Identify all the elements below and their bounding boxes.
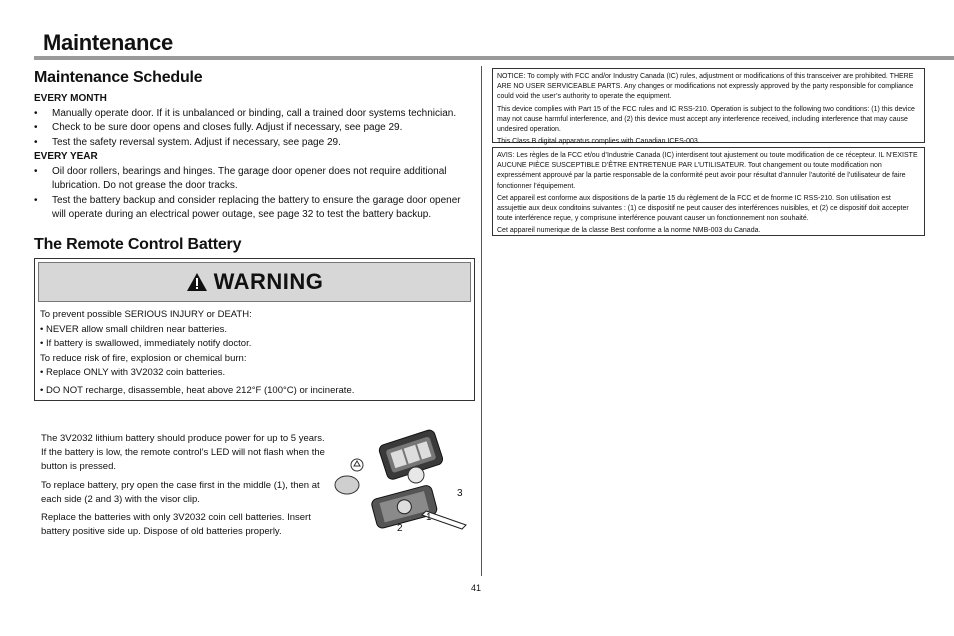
fcc-notice-box — [492, 68, 925, 146]
callout-1: 1 — [426, 512, 432, 523]
avis-paragraph: Cet appareil numerique de la classe Best conforme a la norme NMB-003 du Canada. — [497, 227, 761, 235]
avis-paragraph: Cet appareil est conforme aux dispositions de la partie 15 du règlement de la FCC et de fnorme IC RSS-210. Son utilisation est assujettie aux deux conditoins suivantes : (1) ce dispositif ne peut causer des interférences nuisibles, et (2) ce dispositif doit accepter toute interférence reçue, y comprisune interférence pouvant causer un fonctionnement non souhaité. — [497, 194, 909, 223]
battery-instructions — [41, 432, 326, 543]
warning-line: To reduce risk of fire, explosion or chemical burn: — [40, 352, 247, 364]
warning-line: • If battery is swallowed, immediately notify doctor. — [40, 338, 252, 350]
battery-paragraph: Replace the batteries with only 3V2032 coin cell batteries. Insert battery positive side up. Dispose of old batteries properly. — [41, 512, 311, 538]
maintenance-schedule — [34, 92, 479, 223]
remote-battery-heading: The Remote Control Battery — [34, 236, 242, 253]
warning-line: • NEVER allow small children near batteries. — [40, 323, 228, 335]
warning-title: WARNING — [213, 269, 324, 294]
fcc-paragraph: NOTICE: To comply with FCC and/or Industry Canada (IC) rules, adjustment or modifications of this transceiver are prohibited. THERE ARE NO USER SERVICEABLE PARTS. Any changes or modifications not expressly approved by the party responsible for compliance could void the user’s authority to operate the equipment. — [497, 73, 914, 101]
callout-2: 2 — [397, 523, 403, 534]
every-month-label: EVERY MONTH — [34, 93, 107, 104]
callout-3: 3 — [457, 488, 463, 499]
avis-notice-box — [492, 147, 925, 236]
warning-line: To prevent possible SERIOUS INJURY or DEATH: — [40, 309, 252, 320]
warning-text — [40, 308, 354, 399]
list-item: • Test the battery backup and consider replacing the battery to ensure the garage door opener will operate during an electrical power outage, see page 32 to test the battery backup. — [34, 194, 472, 223]
every-year-label: EVERY YEAR — [34, 151, 98, 162]
list-item: • Test the safety reversal system. Adjust if necessary, see page 29. — [34, 136, 479, 151]
warning-box — [34, 258, 475, 401]
title-rule — [34, 56, 954, 60]
warning-triangle-icon — [186, 272, 208, 292]
warning-line: • Replace ONLY with 3V2032 coin batteries. — [40, 367, 226, 379]
list-item: • Check to be sure door opens and closes fully. Adjust if necessary, see page 29. — [34, 121, 479, 136]
warning-line: • DO NOT recharge, disassemble, heat above 212°F (100°C) or incinerate. — [40, 384, 355, 396]
fcc-paragraph: This Class B digital apparatus complies with Canadian ICES-003. — [497, 138, 700, 146]
list-item: • Oil door rollers, bearings and hinges. The garage door opener does not require additional lubrication. Do not grease the door tracks. — [34, 165, 472, 194]
list-item: • Manually operate door. If it is unbalanced or binding, call a trained door systems technician. — [34, 107, 479, 122]
maintenance-schedule-heading: Maintenance Schedule — [34, 69, 203, 86]
page-title: Maintenance — [43, 30, 173, 55]
page-number: 41 — [471, 583, 482, 593]
warning-header — [38, 262, 471, 302]
avis-paragraph: AVIS: Les règles de la FCC et/ou d’Industrie Canada (IC) interdisent tout ajustement ou toute modification de ce récepteur. IL N’EXISTE AUCUNE PIÈCE SUSCEPTIBLE D’ÊTRE ENTRETENUE PAR L’UTILISATEUR. Tout changement ou toute modification non expressément approuvé par la partie responsable de la conformité peut avoir pour résultat d’annuler l’autorité de l’utilisateur de faire fonctionner l’équipement. — [497, 152, 918, 190]
fcc-paragraph: This device complies with Part 15 of the FCC rules and IC RSS-210. Operation is subject to the following two conditions: (1) this device may not cause harmful interference, and (2) this device must accept any interference received, including interference that may cause undesired operation. — [497, 105, 915, 134]
battery-paragraph: The 3V2032 lithium battery should produce power for up to 5 years. If the battery is low, the remote control’s LED will not flash when the button is pressed. — [41, 433, 325, 473]
battery-paragraph: To replace battery, pry open the case first in the middle (1), then at each side (2 and 3) with the visor clip. — [41, 479, 320, 505]
column-divider — [481, 66, 482, 576]
